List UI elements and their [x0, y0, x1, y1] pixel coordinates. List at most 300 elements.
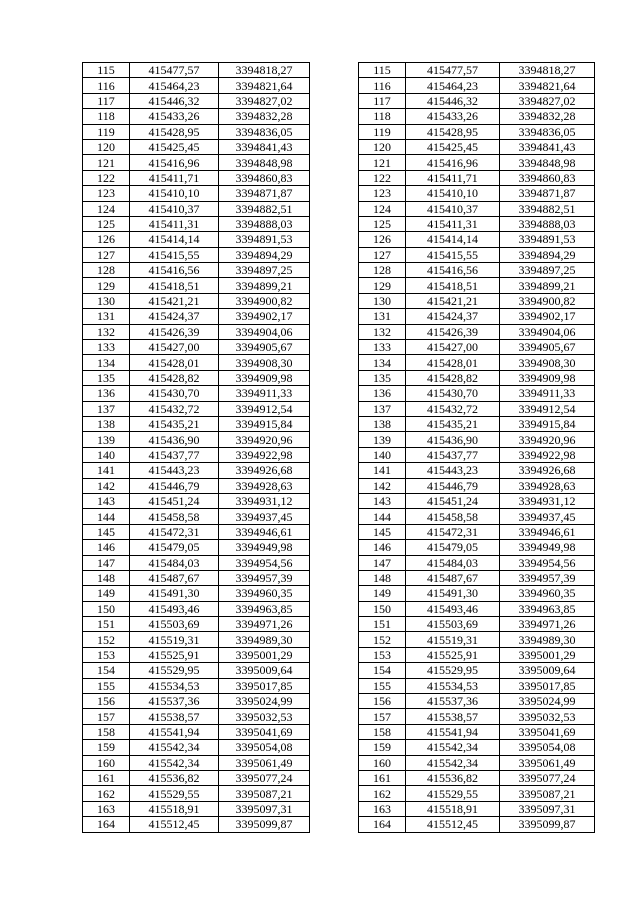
y-coordinate-cell: 3394963,85	[500, 601, 595, 616]
x-coordinate-cell: 415477,57	[130, 63, 219, 78]
y-coordinate-cell: 3395032,53	[500, 709, 595, 724]
point-number-cell: 154	[359, 663, 406, 678]
table-row	[359, 216, 595, 231]
x-coordinate-cell: 415512,45	[130, 817, 219, 832]
x-coordinate-cell: 415542,34	[130, 740, 219, 755]
y-coordinate-cell: 3394926,68	[219, 463, 310, 478]
point-number-cell: 163	[359, 801, 406, 816]
x-coordinate-cell: 415430,70	[406, 386, 500, 401]
y-coordinate-cell: 3394900,82	[219, 293, 310, 308]
y-coordinate-cell: 3394818,27	[219, 63, 310, 78]
table-row	[83, 694, 310, 709]
x-coordinate-cell: 415414,14	[406, 232, 500, 247]
y-coordinate-cell: 3395097,31	[500, 801, 595, 816]
y-coordinate-cell: 3394888,03	[500, 216, 595, 231]
point-number-cell: 129	[83, 278, 130, 293]
point-number-cell: 121	[359, 155, 406, 170]
point-number-cell: 164	[83, 817, 130, 832]
point-number-cell: 116	[359, 78, 406, 93]
x-coordinate-cell: 415424,37	[130, 309, 219, 324]
y-coordinate-cell: 3395061,49	[219, 755, 310, 770]
x-coordinate-cell: 415435,21	[406, 416, 500, 431]
y-coordinate-cell: 3394860,83	[219, 170, 310, 185]
y-coordinate-cell: 3394836,05	[219, 124, 310, 139]
table-row	[83, 309, 310, 324]
table-row	[83, 555, 310, 570]
table-row	[359, 432, 595, 447]
y-coordinate-cell: 3394900,82	[500, 293, 595, 308]
point-number-cell: 157	[83, 709, 130, 724]
table-row	[359, 324, 595, 339]
y-coordinate-cell: 3395024,99	[219, 694, 310, 709]
x-coordinate-cell: 415529,95	[406, 663, 500, 678]
point-number-cell: 149	[83, 586, 130, 601]
y-coordinate-cell: 3394871,87	[219, 186, 310, 201]
point-number-cell: 116	[83, 78, 130, 93]
x-coordinate-cell: 415525,91	[406, 647, 500, 662]
point-number-cell: 141	[83, 463, 130, 478]
table-row	[359, 247, 595, 262]
point-number-cell: 133	[359, 340, 406, 355]
x-coordinate-cell: 415435,21	[130, 416, 219, 431]
table-row	[83, 63, 310, 78]
point-number-cell: 128	[83, 263, 130, 278]
x-coordinate-cell: 415416,96	[406, 155, 500, 170]
x-coordinate-cell: 415529,55	[406, 786, 500, 801]
x-coordinate-cell: 415537,36	[406, 694, 500, 709]
x-coordinate-cell: 415479,05	[406, 540, 500, 555]
point-number-cell: 130	[83, 293, 130, 308]
y-coordinate-cell: 3394827,02	[219, 93, 310, 108]
coordinates-table-body	[359, 63, 595, 833]
point-number-cell: 145	[83, 524, 130, 539]
y-coordinate-cell: 3395024,99	[500, 694, 595, 709]
x-coordinate-cell: 415529,95	[130, 663, 219, 678]
point-number-cell: 156	[359, 694, 406, 709]
y-coordinate-cell: 3394920,96	[219, 432, 310, 447]
table-row	[83, 463, 310, 478]
y-coordinate-cell: 3395087,21	[219, 786, 310, 801]
table-row	[83, 540, 310, 555]
coordinates-table-right	[358, 62, 595, 833]
point-number-cell: 128	[359, 263, 406, 278]
table-row	[359, 139, 595, 154]
x-coordinate-cell: 415410,37	[130, 201, 219, 216]
table-row	[83, 201, 310, 216]
point-number-cell: 132	[359, 324, 406, 339]
table-row	[359, 540, 595, 555]
x-coordinate-cell: 415425,45	[406, 139, 500, 154]
table-row	[359, 524, 595, 539]
point-number-cell: 158	[83, 724, 130, 739]
point-number-cell: 160	[83, 755, 130, 770]
point-number-cell: 137	[83, 401, 130, 416]
y-coordinate-cell: 3395054,08	[500, 740, 595, 755]
x-coordinate-cell: 415487,67	[406, 570, 500, 585]
x-coordinate-cell: 415472,31	[130, 524, 219, 539]
y-coordinate-cell: 3395009,64	[219, 663, 310, 678]
table-row	[83, 278, 310, 293]
x-coordinate-cell: 415411,31	[406, 216, 500, 231]
x-coordinate-cell: 415541,94	[130, 724, 219, 739]
point-number-cell: 115	[359, 63, 406, 78]
table-row	[83, 801, 310, 816]
table-row	[83, 647, 310, 662]
table-row	[359, 586, 595, 601]
point-number-cell: 161	[83, 770, 130, 785]
y-coordinate-cell: 3394960,35	[500, 586, 595, 601]
point-number-cell: 157	[359, 709, 406, 724]
table-row	[83, 755, 310, 770]
table-row	[83, 109, 310, 124]
x-coordinate-cell: 415427,00	[130, 340, 219, 355]
y-coordinate-cell: 3394882,51	[219, 201, 310, 216]
table-row	[83, 432, 310, 447]
x-coordinate-cell: 415415,55	[406, 247, 500, 262]
table-row	[359, 570, 595, 585]
x-coordinate-cell: 415410,10	[130, 186, 219, 201]
x-coordinate-cell: 415484,03	[406, 555, 500, 570]
y-coordinate-cell: 3394888,03	[219, 216, 310, 231]
table-row	[83, 709, 310, 724]
point-number-cell: 153	[83, 647, 130, 662]
y-coordinate-cell: 3395001,29	[219, 647, 310, 662]
y-coordinate-cell: 3394899,21	[219, 278, 310, 293]
point-number-cell: 138	[359, 416, 406, 431]
point-number-cell: 152	[359, 632, 406, 647]
table-row	[359, 817, 595, 832]
y-coordinate-cell: 3395061,49	[500, 755, 595, 770]
point-number-cell: 148	[83, 570, 130, 585]
table-row	[359, 186, 595, 201]
point-number-cell: 135	[83, 370, 130, 385]
y-coordinate-cell: 3395077,24	[219, 770, 310, 785]
point-number-cell: 131	[359, 309, 406, 324]
point-number-cell: 150	[83, 601, 130, 616]
x-coordinate-cell: 415424,37	[406, 309, 500, 324]
x-coordinate-cell: 415437,77	[406, 447, 500, 462]
x-coordinate-cell: 415518,91	[130, 801, 219, 816]
x-coordinate-cell: 415477,57	[406, 63, 500, 78]
table-row	[83, 416, 310, 431]
x-coordinate-cell: 415518,91	[406, 801, 500, 816]
x-coordinate-cell: 415411,31	[130, 216, 219, 231]
y-coordinate-cell: 3394989,30	[219, 632, 310, 647]
table-row	[359, 170, 595, 185]
y-coordinate-cell: 3395041,69	[500, 724, 595, 739]
point-number-cell: 145	[359, 524, 406, 539]
x-coordinate-cell: 415479,05	[130, 540, 219, 555]
point-number-cell: 144	[83, 509, 130, 524]
table-row	[359, 617, 595, 632]
coordinates-table-body	[83, 63, 310, 833]
point-number-cell: 141	[359, 463, 406, 478]
table-row	[83, 447, 310, 462]
table-row	[83, 324, 310, 339]
y-coordinate-cell: 3395032,53	[219, 709, 310, 724]
point-number-cell: 144	[359, 509, 406, 524]
x-coordinate-cell: 415416,56	[406, 263, 500, 278]
x-coordinate-cell: 415411,71	[406, 170, 500, 185]
x-coordinate-cell: 415427,00	[406, 340, 500, 355]
table-row	[83, 524, 310, 539]
x-coordinate-cell: 415446,32	[406, 93, 500, 108]
table-row	[359, 740, 595, 755]
table-row	[359, 601, 595, 616]
x-coordinate-cell: 415432,72	[130, 401, 219, 416]
table-row	[359, 416, 595, 431]
x-coordinate-cell: 415537,36	[130, 694, 219, 709]
y-coordinate-cell: 3394899,21	[500, 278, 595, 293]
y-coordinate-cell: 3394848,98	[500, 155, 595, 170]
point-number-cell: 120	[359, 139, 406, 154]
point-number-cell: 134	[83, 355, 130, 370]
y-coordinate-cell: 3394832,28	[219, 109, 310, 124]
y-coordinate-cell: 3394882,51	[500, 201, 595, 216]
x-coordinate-cell: 415436,90	[130, 432, 219, 447]
y-coordinate-cell: 3394922,98	[500, 447, 595, 462]
point-number-cell: 135	[359, 370, 406, 385]
y-coordinate-cell: 3395099,87	[219, 817, 310, 832]
table-row	[359, 478, 595, 493]
y-coordinate-cell: 3394946,61	[219, 524, 310, 539]
y-coordinate-cell: 3394821,64	[500, 78, 595, 93]
table-row	[359, 370, 595, 385]
y-coordinate-cell: 3395017,85	[500, 678, 595, 693]
point-number-cell: 146	[83, 540, 130, 555]
point-number-cell: 123	[83, 186, 130, 201]
y-coordinate-cell: 3394818,27	[500, 63, 595, 78]
table-row	[83, 770, 310, 785]
point-number-cell: 118	[359, 109, 406, 124]
x-coordinate-cell: 415430,70	[130, 386, 219, 401]
point-number-cell: 162	[83, 786, 130, 801]
y-coordinate-cell: 3394989,30	[500, 632, 595, 647]
point-number-cell: 158	[359, 724, 406, 739]
x-coordinate-cell: 415414,14	[130, 232, 219, 247]
table-row	[83, 370, 310, 385]
y-coordinate-cell: 3394928,63	[500, 478, 595, 493]
point-number-cell: 161	[359, 770, 406, 785]
point-number-cell: 163	[83, 801, 130, 816]
y-coordinate-cell: 3394954,56	[219, 555, 310, 570]
point-number-cell: 140	[83, 447, 130, 462]
table-row	[359, 663, 595, 678]
table-row	[359, 386, 595, 401]
table-row	[83, 586, 310, 601]
y-coordinate-cell: 3394832,28	[500, 109, 595, 124]
x-coordinate-cell: 415493,46	[406, 601, 500, 616]
point-number-cell: 153	[359, 647, 406, 662]
table-row	[83, 632, 310, 647]
table-row	[359, 401, 595, 416]
y-coordinate-cell: 3394897,25	[219, 263, 310, 278]
y-coordinate-cell: 3394902,17	[500, 309, 595, 324]
y-coordinate-cell: 3394946,61	[500, 524, 595, 539]
y-coordinate-cell: 3394904,06	[500, 324, 595, 339]
y-coordinate-cell: 3394971,26	[219, 617, 310, 632]
x-coordinate-cell: 415418,51	[406, 278, 500, 293]
y-coordinate-cell: 3394915,84	[500, 416, 595, 431]
x-coordinate-cell: 415443,23	[406, 463, 500, 478]
x-coordinate-cell: 415525,91	[130, 647, 219, 662]
table-row	[83, 617, 310, 632]
point-number-cell: 129	[359, 278, 406, 293]
y-coordinate-cell: 3394905,67	[500, 340, 595, 355]
y-coordinate-cell: 3394848,98	[219, 155, 310, 170]
table-row	[83, 386, 310, 401]
x-coordinate-cell: 415421,21	[406, 293, 500, 308]
point-number-cell: 127	[83, 247, 130, 262]
y-coordinate-cell: 3394871,87	[500, 186, 595, 201]
table-row	[83, 124, 310, 139]
table-row	[359, 755, 595, 770]
y-coordinate-cell: 3394931,12	[500, 493, 595, 508]
x-coordinate-cell: 415519,31	[406, 632, 500, 647]
y-coordinate-cell: 3394909,98	[219, 370, 310, 385]
table-row	[83, 247, 310, 262]
y-coordinate-cell: 3394836,05	[500, 124, 595, 139]
point-number-cell: 159	[359, 740, 406, 755]
point-number-cell: 133	[83, 340, 130, 355]
table-row	[359, 355, 595, 370]
y-coordinate-cell: 3394891,53	[500, 232, 595, 247]
table-row	[83, 724, 310, 739]
x-coordinate-cell: 415410,10	[406, 186, 500, 201]
point-number-cell: 121	[83, 155, 130, 170]
y-coordinate-cell: 3394911,33	[500, 386, 595, 401]
point-number-cell: 115	[83, 63, 130, 78]
point-number-cell: 138	[83, 416, 130, 431]
y-coordinate-cell: 3394897,25	[500, 263, 595, 278]
table-row	[83, 493, 310, 508]
y-coordinate-cell: 3394908,30	[500, 355, 595, 370]
table-row	[83, 401, 310, 416]
x-coordinate-cell: 415503,69	[130, 617, 219, 632]
point-number-cell: 162	[359, 786, 406, 801]
y-coordinate-cell: 3395087,21	[500, 786, 595, 801]
table-row	[359, 109, 595, 124]
x-coordinate-cell: 415464,23	[406, 78, 500, 93]
point-number-cell: 126	[83, 232, 130, 247]
table-row	[83, 139, 310, 154]
table-row	[359, 340, 595, 355]
table-row	[359, 509, 595, 524]
table-row	[359, 78, 595, 93]
point-number-cell: 136	[83, 386, 130, 401]
point-number-cell: 125	[83, 216, 130, 231]
x-coordinate-cell: 415536,82	[130, 770, 219, 785]
point-number-cell: 122	[83, 170, 130, 185]
y-coordinate-cell: 3394912,54	[500, 401, 595, 416]
x-coordinate-cell: 415437,77	[130, 447, 219, 462]
y-coordinate-cell: 3394931,12	[219, 493, 310, 508]
y-coordinate-cell: 3394915,84	[219, 416, 310, 431]
table-row	[359, 647, 595, 662]
y-coordinate-cell: 3394937,45	[219, 509, 310, 524]
table-row	[359, 293, 595, 308]
y-coordinate-cell: 3394937,45	[500, 509, 595, 524]
x-coordinate-cell: 415446,32	[130, 93, 219, 108]
y-coordinate-cell: 3394860,83	[500, 170, 595, 185]
y-coordinate-cell: 3394841,43	[500, 139, 595, 154]
x-coordinate-cell: 415410,37	[406, 201, 500, 216]
table-row	[83, 509, 310, 524]
x-coordinate-cell: 415443,23	[130, 463, 219, 478]
x-coordinate-cell: 415428,01	[406, 355, 500, 370]
x-coordinate-cell: 415416,96	[130, 155, 219, 170]
table-row	[83, 601, 310, 616]
x-coordinate-cell: 415529,55	[130, 786, 219, 801]
point-number-cell: 124	[359, 201, 406, 216]
table-row	[83, 78, 310, 93]
y-coordinate-cell: 3394971,26	[500, 617, 595, 632]
table-row	[359, 232, 595, 247]
y-coordinate-cell: 3394954,56	[500, 555, 595, 570]
x-coordinate-cell: 415538,57	[406, 709, 500, 724]
point-number-cell: 147	[359, 555, 406, 570]
x-coordinate-cell: 415433,26	[130, 109, 219, 124]
x-coordinate-cell: 415458,58	[130, 509, 219, 524]
point-number-cell: 150	[359, 601, 406, 616]
table-row	[83, 216, 310, 231]
table-row	[83, 186, 310, 201]
x-coordinate-cell: 415425,45	[130, 139, 219, 154]
y-coordinate-cell: 3395001,29	[500, 647, 595, 662]
coordinates-table-left	[82, 62, 310, 833]
point-number-cell: 152	[83, 632, 130, 647]
x-coordinate-cell: 415491,30	[130, 586, 219, 601]
x-coordinate-cell: 415458,58	[406, 509, 500, 524]
point-number-cell: 119	[359, 124, 406, 139]
x-coordinate-cell: 415512,45	[406, 817, 500, 832]
y-coordinate-cell: 3394912,54	[219, 401, 310, 416]
table-row	[359, 93, 595, 108]
point-number-cell: 140	[359, 447, 406, 462]
point-number-cell: 164	[359, 817, 406, 832]
table-row	[359, 770, 595, 785]
y-coordinate-cell: 3394926,68	[500, 463, 595, 478]
y-coordinate-cell: 3394894,29	[500, 247, 595, 262]
x-coordinate-cell: 415542,34	[406, 740, 500, 755]
table-row	[83, 263, 310, 278]
point-number-cell: 124	[83, 201, 130, 216]
x-coordinate-cell: 415426,39	[130, 324, 219, 339]
y-coordinate-cell: 3395077,24	[500, 770, 595, 785]
y-coordinate-cell: 3394821,64	[219, 78, 310, 93]
x-coordinate-cell: 415487,67	[130, 570, 219, 585]
table-row	[359, 632, 595, 647]
table-row	[83, 740, 310, 755]
x-coordinate-cell: 415451,24	[406, 493, 500, 508]
point-number-cell: 151	[359, 617, 406, 632]
table-row	[83, 355, 310, 370]
y-coordinate-cell: 3395041,69	[219, 724, 310, 739]
y-coordinate-cell: 3394963,85	[219, 601, 310, 616]
table-row	[359, 201, 595, 216]
point-number-cell: 117	[83, 93, 130, 108]
table-row	[359, 309, 595, 324]
x-coordinate-cell: 415418,51	[130, 278, 219, 293]
x-coordinate-cell: 415426,39	[406, 324, 500, 339]
point-number-cell: 148	[359, 570, 406, 585]
point-number-cell: 131	[83, 309, 130, 324]
x-coordinate-cell: 415415,55	[130, 247, 219, 262]
y-coordinate-cell: 3395009,64	[500, 663, 595, 678]
point-number-cell: 126	[359, 232, 406, 247]
table-row	[359, 694, 595, 709]
x-coordinate-cell: 415472,31	[406, 524, 500, 539]
